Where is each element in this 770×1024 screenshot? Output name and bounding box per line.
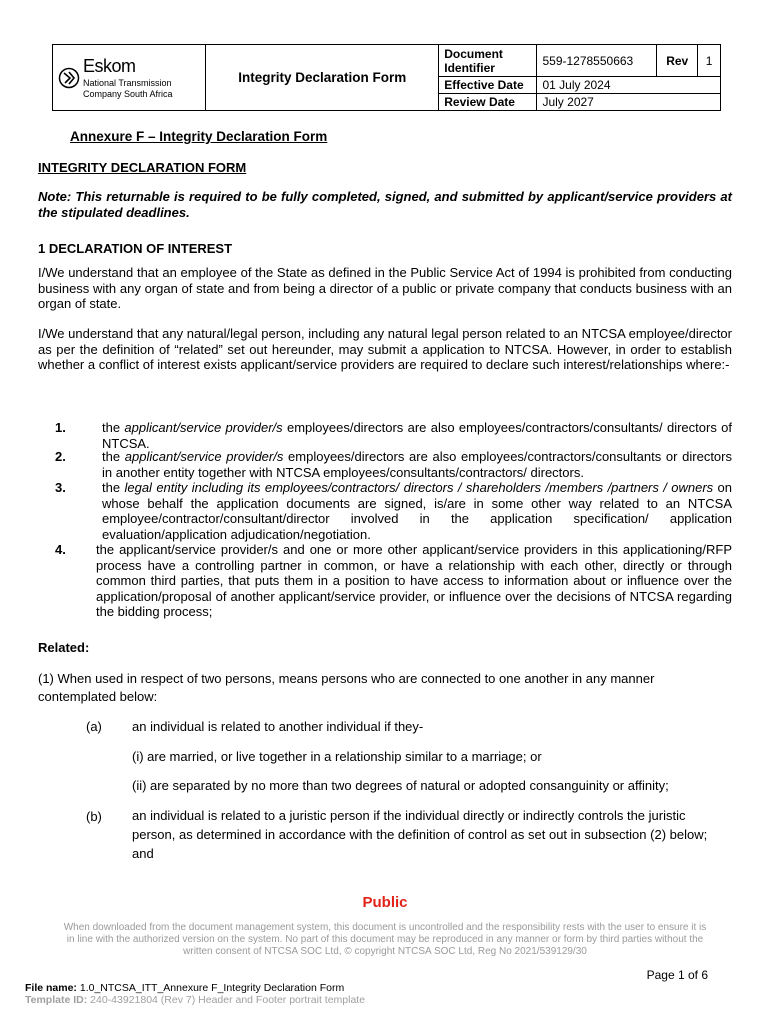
rev-label: Rev	[657, 45, 698, 77]
logo-cell	[53, 45, 206, 111]
list-number: 3.	[55, 480, 66, 495]
template-id: Template ID: 240-43921804 (Rev 7) Header and Footer portrait template	[25, 994, 366, 1006]
file-name: File name: 1.0_NTCSA_ITT_Annexure F_Integrity Declaration Form	[25, 982, 345, 994]
review-date-value: July 2027	[537, 94, 721, 111]
doc-id-label: Document Identifier	[439, 45, 537, 77]
related-item-a: an individual is related to another individual if they-	[132, 719, 424, 734]
eskom-emblem-icon	[58, 67, 80, 89]
related-item-a-i: (i) are married, or live together in a relationship similar to a marriage; or	[132, 749, 542, 764]
classification-label: Public	[362, 894, 408, 911]
effective-date-value: 01 July 2024	[537, 77, 721, 94]
document-header-table	[52, 44, 721, 111]
paragraph-1: I/We understand that an employee of the State as defined in the Public Service Act of 1994 is prohibited from conducting business with any organ of state and from being a director of a public or private company that conducts business with an organ of state.	[38, 265, 732, 311]
list-item: the legal entity including its employees/contractors/ directors / shareholders /members /partners / owners on whose behalf the application documents are signed, is/are in some other way related to an NTCSA employee/contractor/consultant/director involved in the application specification/ application evaluation/application adjudication/negotiation.	[102, 480, 733, 542]
document-title: Integrity Declaration Form	[206, 45, 439, 111]
list-number: 2.	[55, 449, 66, 464]
related-item-b: an individual is related to a juristic person if the individual directly or indirectly controls the juristic person, as determined in accordance with the definition of control as set out in subsection (2) below; and	[132, 808, 708, 861]
rev-value: 1	[698, 45, 721, 77]
eskom-logo	[58, 58, 200, 98]
disclaimer-text: When downloaded from the document management system, this document is uncontrolled and the responsibility rests with the user to ensure it is in line with the authorized version on the system. No part of this document may be reproduced in any manner or form by third parties without the written consent of NTCSA SOC Ltd, © copyright NTCSA SOC Ltd, Reg No 2021/539129/30	[63, 922, 707, 957]
page-number: Page 1 of 6	[646, 968, 708, 982]
list-item: the applicant/service provider/s employees/directors are also employees/contractors/consultants or directors in another entity together with NTCSA employees/consultants/contractors/ directors.	[102, 449, 732, 480]
related-label-a: (a)	[86, 719, 102, 734]
related-item-a-ii: (ii) are separated by no more than two degrees of natural or adopted consanguinity or affinity;	[132, 778, 669, 793]
related-heading: Related:	[38, 640, 90, 655]
doc-id-value: 559-1278550663	[537, 45, 657, 77]
logo-wordmark: Eskom	[83, 56, 136, 76]
paragraph-2: I/We understand that any natural/legal person, including any natural legal person related to an NTCSA employee/director as per the definition of “related” set out hereunder, may submit a application to NTCSA. However, in order to establish whether a conflict of interest exists applicant/service providers are required to declare such interest/relationships where:-	[38, 326, 732, 372]
review-date-label: Review Date	[439, 94, 537, 111]
related-label-b: (b)	[86, 809, 102, 824]
note-text: Note: This returnable is required to be fully completed, signed, and submitted by applicant/service providers at the stipulated deadlines.	[38, 189, 732, 220]
list-item: the applicant/service provider/s employees/directors are also employees/contractors/consultants/ directors of NTCSA.	[102, 420, 732, 451]
logo-subtitle-line1: National Transmission	[83, 78, 172, 88]
list-number: 4.	[55, 542, 66, 557]
list-number: 1.	[55, 420, 66, 435]
logo-subtitle-line2: Company South Africa	[83, 89, 173, 99]
list-item: the applicant/service provider/s and one or more other applicant/service providers in this applicationing/RFP process have a controlling partner in common, or have a relationship with each other, directly or through common third parties, that puts them in a position to have access to information about or influence over the application/proposal of another applicant/service provider, or influence over the decisions of NTCSA regarding the bidding process;	[96, 542, 732, 619]
related-intro: (1) When used in respect of two persons, means persons who are connected to one another in any manner contemplated below:	[38, 671, 655, 704]
section-heading: 1 DECLARATION OF INTEREST	[38, 241, 233, 256]
form-heading: INTEGRITY DECLARATION FORM	[38, 160, 247, 175]
effective-date-label: Effective Date	[439, 77, 537, 94]
annexure-title: Annexure F – Integrity Declaration Form	[70, 129, 328, 144]
